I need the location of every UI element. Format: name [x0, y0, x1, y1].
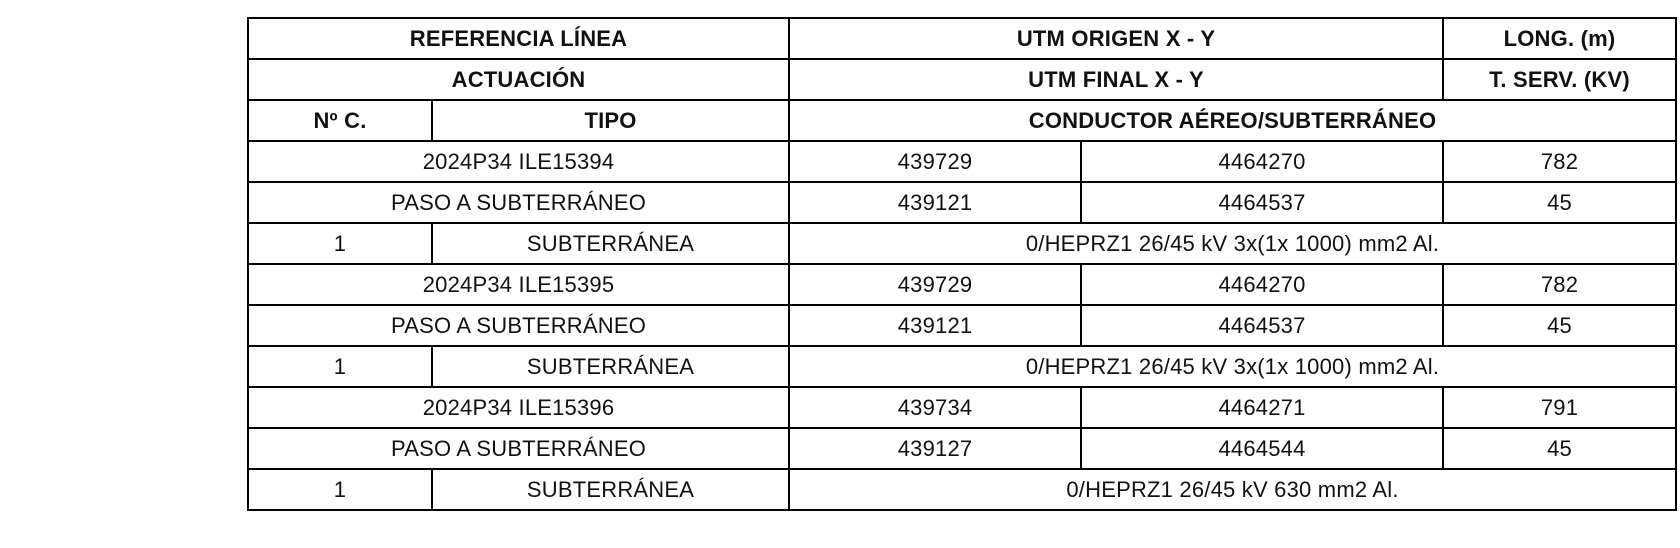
line-referencia: 2024P34 ILE15394 [248, 141, 789, 182]
line-conductor: 0/HEPRZ1 26/45 kV 3x(1x 1000) mm2 Al. [789, 346, 1676, 387]
line-referencia: 2024P34 ILE15395 [248, 264, 789, 305]
header-utm-origen: UTM ORIGEN X - Y [789, 18, 1443, 59]
line-tension: 45 [1443, 305, 1676, 346]
line-origen-x: 439734 [789, 387, 1081, 428]
line-num-circuitos: 1 [248, 346, 432, 387]
line-origen-y: 4464271 [1081, 387, 1443, 428]
table-row [248, 182, 1676, 223]
line-final-x: 439121 [789, 305, 1081, 346]
line-tipo: SUBTERRÁNEA [432, 223, 789, 264]
table-row [248, 469, 1676, 510]
table-row [248, 264, 1676, 305]
header-utm-final: UTM FINAL X - Y [789, 59, 1443, 100]
header-row-2 [248, 59, 1676, 100]
line-final-y: 4464544 [1081, 428, 1443, 469]
header-longitud: LONG. (m) [1443, 18, 1676, 59]
header-row-3 [248, 100, 1676, 141]
line-longitud: 782 [1443, 141, 1676, 182]
electric-lines-table [247, 17, 1677, 511]
line-tension: 45 [1443, 182, 1676, 223]
line-num-circuitos: 1 [248, 469, 432, 510]
line-num-circuitos: 1 [248, 223, 432, 264]
line-referencia: 2024P34 ILE15396 [248, 387, 789, 428]
line-final-y: 4464537 [1081, 305, 1443, 346]
line-conductor: 0/HEPRZ1 26/45 kV 3x(1x 1000) mm2 Al. [789, 223, 1676, 264]
line-actuacion: PASO A SUBTERRÁNEO [248, 182, 789, 223]
line-longitud: 782 [1443, 264, 1676, 305]
line-tipo: SUBTERRÁNEA [432, 346, 789, 387]
table-row [248, 305, 1676, 346]
header-row-1 [248, 18, 1676, 59]
header-referencia: REFERENCIA LÍNEA [248, 18, 789, 59]
header-tipo: TIPO [432, 100, 789, 141]
header-actuacion: ACTUACIÓN [248, 59, 789, 100]
table-row [248, 223, 1676, 264]
line-final-y: 4464537 [1081, 182, 1443, 223]
line-origen-y: 4464270 [1081, 264, 1443, 305]
table-row [248, 428, 1676, 469]
line-tension: 45 [1443, 428, 1676, 469]
line-actuacion: PASO A SUBTERRÁNEO [248, 428, 789, 469]
header-num-circuitos: Nº C. [248, 100, 432, 141]
table-row [248, 387, 1676, 428]
line-tipo: SUBTERRÁNEA [432, 469, 789, 510]
header-conductor: CONDUCTOR AÉREO/SUBTERRÁNEO [789, 100, 1676, 141]
header-tension: T. SERV. (KV) [1443, 59, 1676, 100]
line-longitud: 791 [1443, 387, 1676, 428]
table-row [248, 141, 1676, 182]
line-final-x: 439121 [789, 182, 1081, 223]
line-origen-x: 439729 [789, 141, 1081, 182]
table-row [248, 346, 1676, 387]
line-conductor: 0/HEPRZ1 26/45 kV 630 mm2 Al. [789, 469, 1676, 510]
line-actuacion: PASO A SUBTERRÁNEO [248, 305, 789, 346]
line-final-x: 439127 [789, 428, 1081, 469]
line-origen-x: 439729 [789, 264, 1081, 305]
line-origen-y: 4464270 [1081, 141, 1443, 182]
